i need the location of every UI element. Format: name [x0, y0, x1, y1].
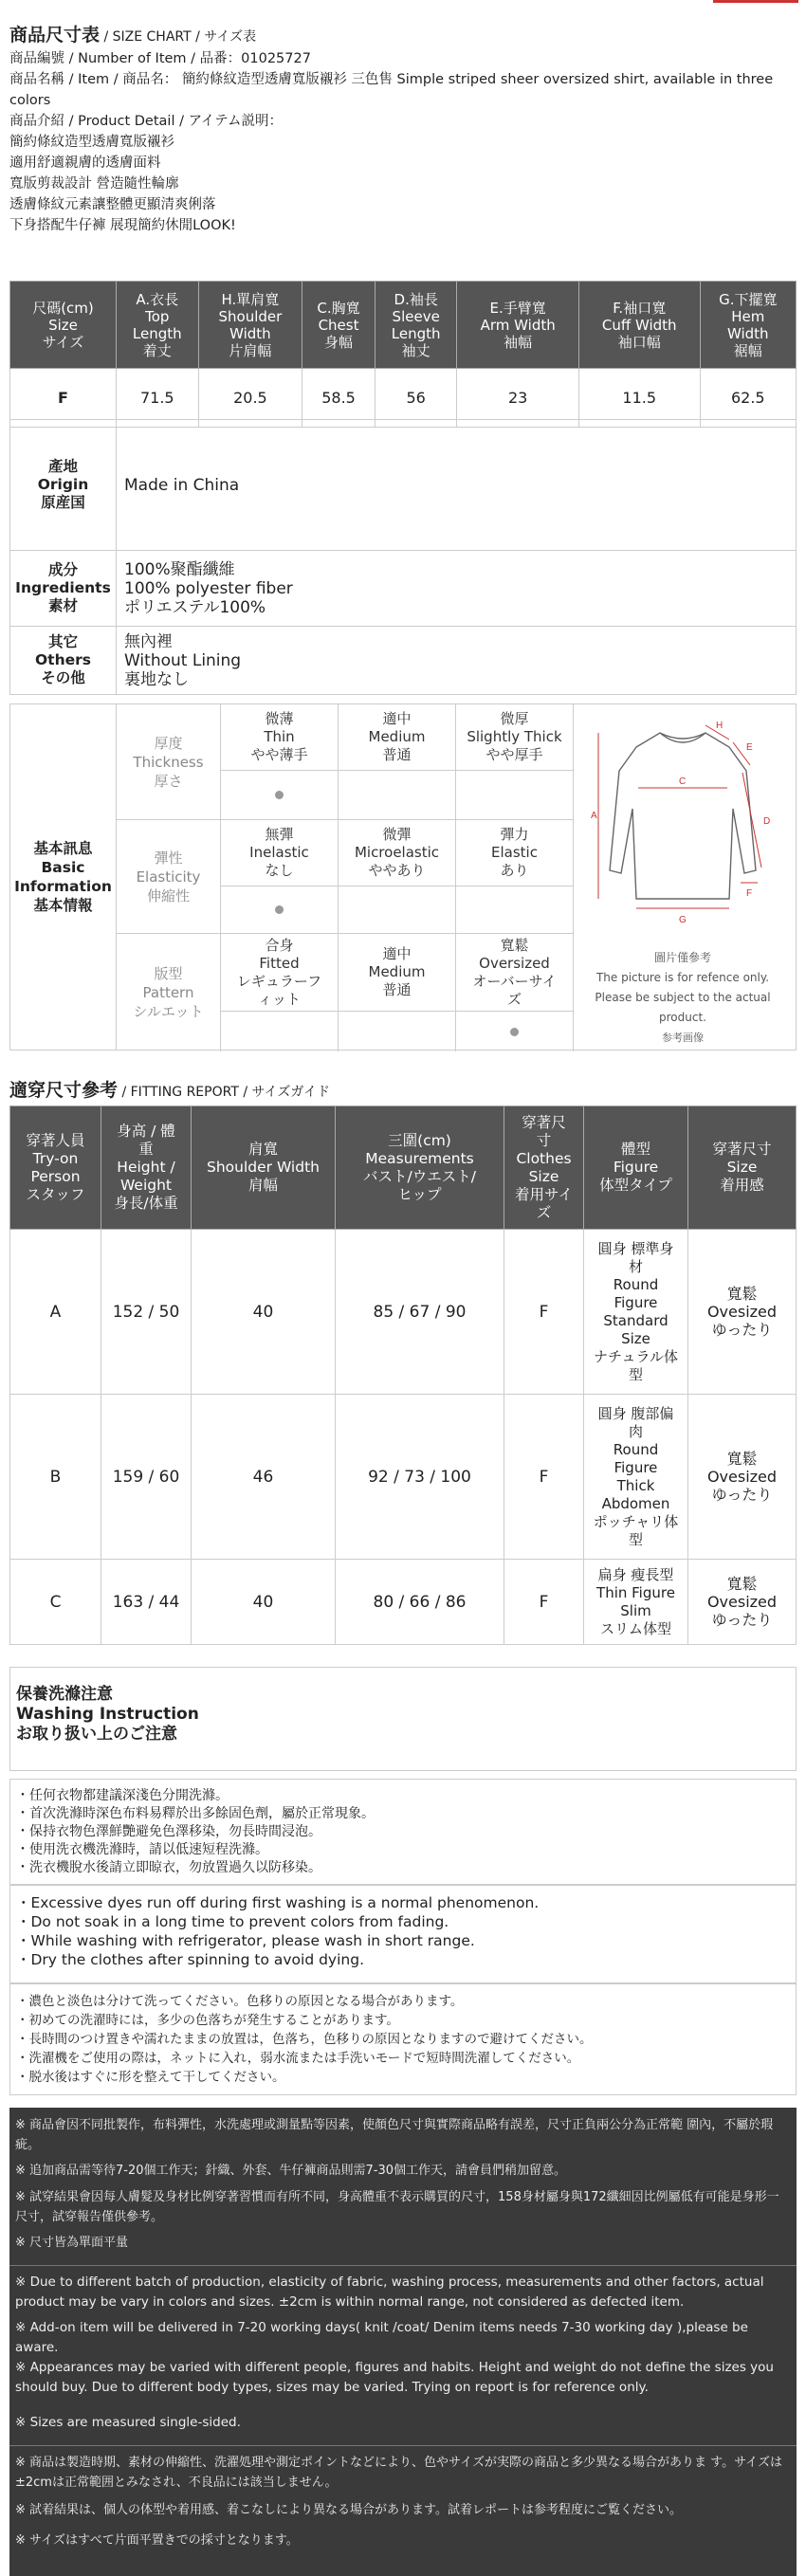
person-cell: C [10, 1560, 101, 1645]
height-weight-cell: 159 / 60 [101, 1395, 192, 1560]
shoulder-header: 肩寬 Shoulder Width 肩幅 [192, 1106, 336, 1230]
pattern-oversized: 寬鬆 Oversized オーバーサイ ズ [456, 934, 574, 1012]
washing-zh [9, 1779, 797, 1885]
washing-item: ・脱水後はすぐに形を整えて干してください。 [16, 2070, 285, 2085]
product-header [9, 21, 797, 236]
note-item: ※ Sizes are measured single-sided. [15, 2415, 241, 2430]
figure-caption: 圖片僅參考 The picture is for refence only. Please be subject to the actual product. 参考画像 [595, 951, 771, 1044]
washing-jp [9, 1983, 797, 2095]
figure-cell: 扁身 瘦長型 Thin Figure Slim スリム体型 [584, 1560, 688, 1645]
thickness-indicator-cell [456, 771, 574, 820]
washing-title-box [9, 1667, 797, 1771]
basic-information-label: 基本訊息 Basic Information 基本情報 [10, 704, 117, 1050]
selected-dot [510, 1028, 519, 1036]
note-item: ※ 試着結果は、個人の体型や着用感、着こなしにより異なる場合があります。試着レポートは参考程度にご覧ください。 [15, 2503, 682, 2517]
size-value: 23 [457, 369, 578, 428]
shoulder-cell: 40 [192, 1230, 336, 1395]
thickness-thin: 微薄 Thin やや薄手 [221, 704, 339, 771]
washing-item: ・洗衣機脫水後請立即晾衣，勿放置過久以防移染。 [16, 1860, 321, 1875]
measurement-figure [570, 704, 796, 1050]
washing-item: ・濃色と淡色は分けて洗ってください。色移りの原因となる場合があります。 [16, 1994, 464, 2009]
size-table-header [10, 282, 797, 369]
shoulder-cell: 46 [192, 1395, 336, 1560]
pattern-indicator-cell [221, 1012, 339, 1051]
size-feel-cell: 寬鬆 Ovesized ゆったり [688, 1230, 797, 1395]
thickness-slightly-thick: 微厚 Slightly Thick やや厚手 [456, 704, 574, 771]
size-cell: F [504, 1560, 584, 1645]
chest-header: C.胸寬 Chest 身幅 [302, 282, 376, 369]
detail-heading: 商品介紹 / Product Detail / アイテム説明： [9, 114, 284, 129]
person-header: 穿著人員 Try-on Person スタッフ [10, 1106, 101, 1230]
figure-letter: F [746, 888, 753, 899]
sleeve-length-header: D.袖長 Sleeve Length 袖丈 [375, 282, 457, 369]
divider [9, 2445, 797, 2446]
clothes-size-header: 穿著尺 寸 Clothes Size 着用サイ ズ [504, 1106, 584, 1230]
note-item: ※ Due to different batch of production, elasticity of fabric, washing process, measurements and other factors, actual product may be vary in colors and sizes. ±2cm is within normal range, not considered as defected item. [15, 2275, 764, 2310]
size-value: 20.5 [198, 369, 302, 428]
thickness-indicator-cell [221, 771, 339, 820]
detail-line: 透膚條紋元素讓整體更顯清爽俐落 [9, 197, 216, 212]
size-value: 62.5 [700, 369, 796, 428]
detail-line: 簡約條紋造型透膚寬版襯衫 [9, 135, 174, 150]
elasticity-microelastic: 微彈 Microelastic ややあり [339, 820, 456, 886]
note-item: ※ 尺寸皆為單面平量 [15, 2236, 129, 2250]
others-row [10, 627, 797, 695]
note-item: ※ 試穿結果會因每人膚髮及身材比例穿著習慣而有所不同，身高體重不表示購買的尺寸，158身材屬身與172纖細因比例屬低有可能是身形一尺寸，試穿報告僅供參考。 [15, 2190, 779, 2224]
note-item: ※ Add-on item will be delivered in 7-20 working days( knit /coat/ Denim items needs 7-30 working day ),please be aware. [15, 2320, 748, 2355]
elasticity-inelastic: 無彈 Inelastic なし [221, 820, 339, 886]
detail-line: 適用舒適親膚的透膚面料 [9, 155, 161, 171]
measurements-header: 三圍(cm) Measurements バスト/ウエスト/ ヒップ [336, 1106, 504, 1230]
height-weight-cell: 163 / 44 [101, 1560, 192, 1645]
washing-item: ・使用洗衣機洗滌時，請以低速短程洗滌。 [16, 1842, 268, 1857]
note-item: ※ サイズはすべて片面平置きでの採寸となります。 [15, 2533, 299, 2548]
pattern-fitted: 合身 Fitted レギュラーフ ィット [221, 934, 339, 1012]
washing-item: ・Excessive dyes run off during first washing is a normal phenomenon. [16, 1894, 540, 1911]
size-value: 71.5 [117, 369, 199, 428]
selected-dot [275, 905, 284, 914]
divider [9, 2265, 797, 2266]
figure-cell: 圓身 標準身 材 Round Figure Standard Size ナチュラル体 型 [584, 1230, 688, 1395]
person-cell: B [10, 1395, 101, 1560]
origin-value: Made in China [117, 420, 797, 551]
washing-item: ・洗濯機をご使用の際は，ネットに入れ，弱水流または手洗いモードで短時間洗濯してください。 [16, 2051, 580, 2066]
washing-en [9, 1885, 797, 1983]
detail-line: 下身搭配牛仔褲 展現簡約休閒LOOK! [9, 218, 236, 233]
size-value: 58.5 [302, 369, 376, 428]
figure-header: 體型 Figure 体型タイプ [584, 1106, 688, 1230]
pattern-indicator-cell [456, 1012, 574, 1051]
table-row [10, 1395, 797, 1560]
basic-information [9, 703, 797, 1050]
shoulder-cell: 40 [192, 1560, 336, 1645]
person-cell: A [10, 1230, 101, 1395]
washing-item: ・保持衣物色澤鮮艷避免色澤移染，勿長時間浸泡。 [16, 1824, 321, 1839]
washing-item: ・Dry the clothes after spinning to avoid dying. [16, 1951, 365, 1968]
ingredients-value: 100%聚酯纖維 100% polyester fiber ポリエステル100% [117, 551, 797, 627]
notes-panel [9, 2108, 797, 2576]
figure-letter: H [716, 721, 724, 731]
arm-width-header: E.手臂寬 Arm Width 袖幅 [457, 282, 578, 369]
figure-letter: E [746, 742, 753, 753]
shirt-diagram-icon [570, 704, 796, 941]
ingredients-row [10, 551, 797, 627]
origin-label: 產地 Origin 原産国 [10, 420, 117, 551]
washing-item: ・初めての洗濯時には，多少の色落ちが発生することがあります。 [16, 2013, 399, 2028]
measurements-cell: 85 / 67 / 90 [336, 1230, 504, 1395]
shoulder-width-header: H.單肩寬 Shoulder Width 片肩幅 [198, 282, 302, 369]
table-row [10, 1560, 797, 1645]
size-value: 11.5 [578, 369, 700, 428]
thickness-label: 厚度 Thickness 厚さ [117, 704, 221, 820]
washing-item: ・首次洗滌時深色布料易釋於出多餘固色劑，屬於正常現象。 [16, 1806, 375, 1821]
info-table [9, 419, 797, 695]
washing-item: ・長時間のつけ置きや濡れたままの放置は，色落ち，色移りの原因となりますので避けてください。 [16, 2032, 593, 2047]
size-chart-title: 商品尺寸表 / SIZE CHART / サイズ表 [9, 25, 257, 46]
detail-line: 寬版剪裁設計 營造隨性輪廓 [9, 176, 179, 192]
figure-letter: D [763, 816, 771, 827]
origin-row [10, 420, 797, 551]
size-table [9, 281, 797, 428]
size-value: 56 [375, 369, 457, 428]
others-label: 其它 Others その他 [10, 627, 117, 695]
fitting-report-title: 適穿尺寸參考 / FITTING REPORT / サイズガイド [9, 1080, 330, 1101]
fitting-table-header [10, 1106, 797, 1230]
figure-letter: C [679, 776, 687, 787]
washing-title: 保養洗滌注意 Washing Instruction お取り扱い上のご注意 [16, 1685, 199, 1744]
figure-letter: A [591, 811, 597, 821]
item-number: 商品編號 / Number of Item / 品番：01025727 [9, 51, 311, 66]
size-feel-cell: 寬鬆 Ovesized ゆったり [688, 1395, 797, 1560]
selected-dot [275, 791, 284, 799]
measurements-cell: 92 / 73 / 100 [336, 1395, 504, 1560]
fitting-table [9, 1105, 797, 1645]
note-item: ※ 商品會因不同批製作，布料彈性，水洗處理或測量點等因素，使顏色尺寸與實際商品略有誤差，尺寸正負兩公分為正常範 圍內，不屬於瑕疵。 [15, 2118, 774, 2152]
thickness-medium: 適中 Medium 普通 [339, 704, 456, 771]
measurements-cell: 80 / 66 / 86 [336, 1560, 504, 1645]
top-length-header: A.衣長 Top Length 着丈 [117, 282, 199, 369]
size-cell: F [504, 1230, 584, 1395]
elasticity-indicator-cell [456, 886, 574, 934]
figure-letter: G [679, 915, 687, 925]
washing-item: ・While washing with refrigerator, please wash in short range. [16, 1932, 475, 1949]
size-cell: F [10, 369, 117, 428]
size-header: 尺碼(cm) Size サイズ [10, 282, 117, 369]
elasticity-label: 彈性 Elasticity 伸縮性 [117, 820, 221, 934]
pattern-indicator-cell [339, 1012, 456, 1051]
ingredients-label: 成分 Ingredients 素材 [10, 551, 117, 627]
washing-item: ・任何衣物都建議深淺色分開洗滌。 [16, 1788, 229, 1803]
size-feel-header: 穿著尺寸 Size 着用感 [688, 1106, 797, 1230]
pattern-label: 版型 Pattern シルエット [117, 934, 221, 1051]
hem-width-header: G.下擺寬 Hem Width 裾幅 [700, 282, 796, 369]
elasticity-elastic: 彈力 Elastic あり [456, 820, 574, 886]
figure-cell: 圓身 腹部偏 肉 Round Figure Thick Abdomen ポッチャリ体 型 [584, 1395, 688, 1560]
note-item: ※ 追加商品需等待7-20個工作天；針織、外套、牛仔褲商品則需7-30個工作天，請會員們稍加留意。 [15, 2164, 567, 2178]
note-item: ※ Appearances may be varied with different people, figures and habits. Height and weight do not define the sizes you should buy. Due to different body types, sizes may be varied. Trying on report is for reference only. [15, 2360, 774, 2395]
note-item: ※ 商品は製造時期、素材の伸縮性、洗濯処理や測定ポイントなどにより、色やサイズが実際の商品と多少異なる場合がありま す。サイズは±2cmは正常範囲とみなされ、不良品には該当しません。 [15, 2456, 783, 2490]
washing-item: ・Do not soak in a long time to prevent colors from fading. [16, 1913, 449, 1930]
size-cell: F [504, 1395, 584, 1560]
pattern-medium: 適中 Medium 普通 [339, 934, 456, 1012]
elasticity-indicator-cell [221, 886, 339, 934]
size-feel-cell: 寬鬆 Ovesized ゆったり [688, 1560, 797, 1645]
height-weight-header: 身高 / 體 重 Height / Weight 身長/体重 [101, 1106, 192, 1230]
item-name: 商品名稱 / Item / 商品名： 簡約條紋造型透膚寬版襯衫 三色售 Simple striped sheer oversized shirt, available in three colors [9, 72, 774, 108]
cuff-width-header: F.袖口寬 Cuff Width 袖口幅 [578, 282, 700, 369]
others-value: 無內裡 Without Lining 裏地なし [117, 627, 797, 695]
accent-line [713, 0, 798, 3]
table-row [10, 1230, 797, 1395]
elasticity-indicator-cell [339, 886, 456, 934]
thickness-indicator-cell [339, 771, 456, 820]
height-weight-cell: 152 / 50 [101, 1230, 192, 1395]
